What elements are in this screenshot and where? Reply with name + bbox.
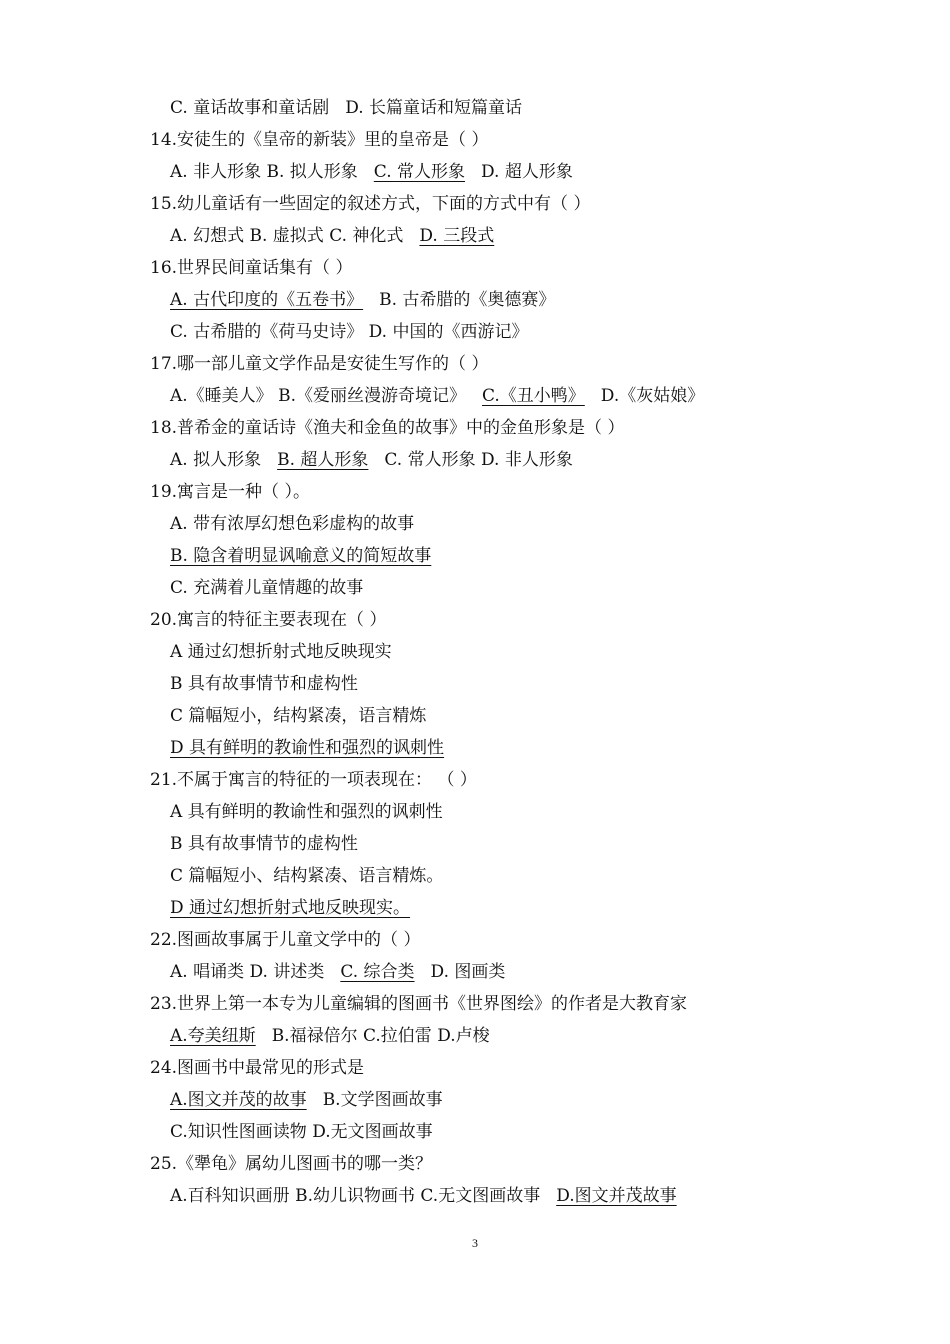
answer-underlined: D 具有鲜明的教谕性和强烈的讽刺性 [170, 738, 445, 758]
text-segment: A.百科知识画册 B.幼儿识物画书 C.无文图画故事 [170, 1186, 541, 1206]
option-line [150, 572, 810, 604]
text-segment: A. 唱诵类 D. 讲述类 [170, 962, 325, 982]
answer-underlined: D.图文并茂故事 [556, 1186, 677, 1206]
text-segment: D. 超人形象 [481, 162, 573, 182]
text-segment: B. 古希腊的《奥德赛》 [379, 290, 556, 310]
question-line [150, 476, 810, 508]
option-line [150, 892, 810, 924]
text-segment: 14.安徒生的《皇帝的新装》里的皇帝是（ ） [150, 130, 489, 150]
text-segment: D. 图画类 [430, 962, 506, 982]
option-line [150, 92, 810, 124]
answer-underlined: B. 隐含着明显讽喻意义的简短故事 [170, 546, 432, 566]
question-line [150, 124, 810, 156]
page-number: 3 [472, 1236, 478, 1250]
question-line [150, 1148, 810, 1180]
question-line [150, 188, 810, 220]
question-line [150, 1052, 810, 1084]
text-segment: A.《睡美人》 B.《爱丽丝漫游奇境记》 [170, 386, 466, 406]
text-segment: 21.不属于寓言的特征的一项表现在： （ ） [150, 770, 477, 790]
option-line [150, 700, 810, 732]
question-line [150, 988, 810, 1020]
text-segment: B 具有故事情节的虚构性 [170, 834, 358, 854]
text-segment: 19.寓言是一种（ ）。 [150, 482, 310, 502]
text-segment: A 通过幻想折射式地反映现实 [170, 642, 392, 662]
text-segment: 16.世界民间童话集有（ ） [150, 258, 353, 278]
answer-underlined: C. 常人形象 [373, 162, 466, 182]
text-segment: C. 充满着儿童情趣的故事 [170, 578, 364, 598]
answer-underlined: B. 超人形象 [277, 450, 369, 470]
answer-underlined: C.《丑小鸭》 [481, 386, 585, 406]
answer-underlined: C. 综合类 [340, 962, 415, 982]
option-line [150, 828, 810, 860]
option-line [150, 156, 810, 188]
option-line [150, 380, 810, 412]
text-segment: B 具有故事情节和虚构性 [170, 674, 358, 694]
question-line [150, 252, 810, 284]
text-segment: 18.普希金的童话诗《渔夫和金鱼的故事》中的金鱼形象是（ ） [150, 418, 625, 438]
text-segment: C.知识性图画读物 D.无文图画故事 [170, 1122, 433, 1142]
question-line [150, 764, 810, 796]
option-line [150, 1084, 810, 1116]
text-segment: C 篇幅短小，结构紧凑，语言精炼 [170, 706, 427, 726]
answer-underlined: A.图文并茂的故事 [170, 1090, 307, 1110]
option-line [150, 284, 810, 316]
text-segment: 17.哪一部儿童文学作品是安徒生写作的（ ） [150, 354, 489, 374]
option-line [150, 540, 810, 572]
text-segment: C. 常人形象 D. 非人形象 [384, 450, 573, 470]
text-segment: 20.寓言的特征主要表现在（ ） [150, 610, 387, 630]
option-line [150, 1020, 810, 1052]
question-line [150, 604, 810, 636]
option-line [150, 668, 810, 700]
answer-underlined: A.夸美纽斯 [170, 1026, 256, 1046]
option-line [150, 732, 810, 764]
text-segment: A. 带有浓厚幻想色彩虚构的故事 [170, 514, 415, 534]
option-line [150, 860, 810, 892]
text-segment: C 篇幅短小、结构紧凑、语言精炼。 [170, 866, 444, 886]
text-segment: A. 拟人形象 [170, 450, 262, 470]
question-line [150, 924, 810, 956]
question-line [150, 348, 810, 380]
option-line [150, 796, 810, 828]
option-line [150, 444, 810, 476]
option-line [150, 1180, 810, 1212]
answer-underlined: D. 三段式 [419, 226, 495, 246]
text-segment: D. 长篇童话和短篇童话 [345, 98, 523, 118]
answer-underlined: D 通过幻想折射式地反映现实。 [170, 898, 411, 918]
text-segment: A 具有鲜明的教谕性和强烈的讽刺性 [170, 802, 443, 822]
text-segment: 25.《犟龟》属幼儿图画书的哪一类？ [150, 1154, 433, 1174]
option-line [150, 220, 810, 252]
option-line [150, 316, 810, 348]
text-segment: A. 非人形象 B. 拟人形象 [170, 162, 358, 182]
text-segment: A. 幻想式 B. 虚拟式 C. 神化式 [170, 226, 404, 246]
answer-underlined: A. 古代印度的《五卷书》 [170, 290, 364, 310]
text-segment: C. 古希腊的《荷马史诗》 D. 中国的《西游记》 [170, 322, 529, 342]
text-segment: C. 童话故事和童话剧 [170, 98, 330, 118]
option-line [150, 508, 810, 540]
text-segment: B.文学图画故事 [322, 1090, 443, 1110]
text-segment: B.福禄倍尔 C.拉伯雷 D.卢梭 [271, 1026, 490, 1046]
text-segment: 22.图画故事属于儿童文学中的（ ） [150, 930, 421, 950]
text-segment: 23.世界上第一本专为儿童编辑的图画书《世界图绘》的作者是大教育家 [150, 994, 688, 1014]
question-line [150, 412, 810, 444]
option-line [150, 636, 810, 668]
text-segment: 15.幼儿童话有一些固定的叙述方式，下面的方式中有（ ） [150, 194, 591, 214]
text-segment: D.《灰姑娘》 [600, 386, 705, 406]
question-list [150, 92, 810, 1212]
option-line [150, 956, 810, 988]
option-line [150, 1116, 810, 1148]
text-segment: 24.图画书中最常见的形式是 [150, 1058, 365, 1078]
